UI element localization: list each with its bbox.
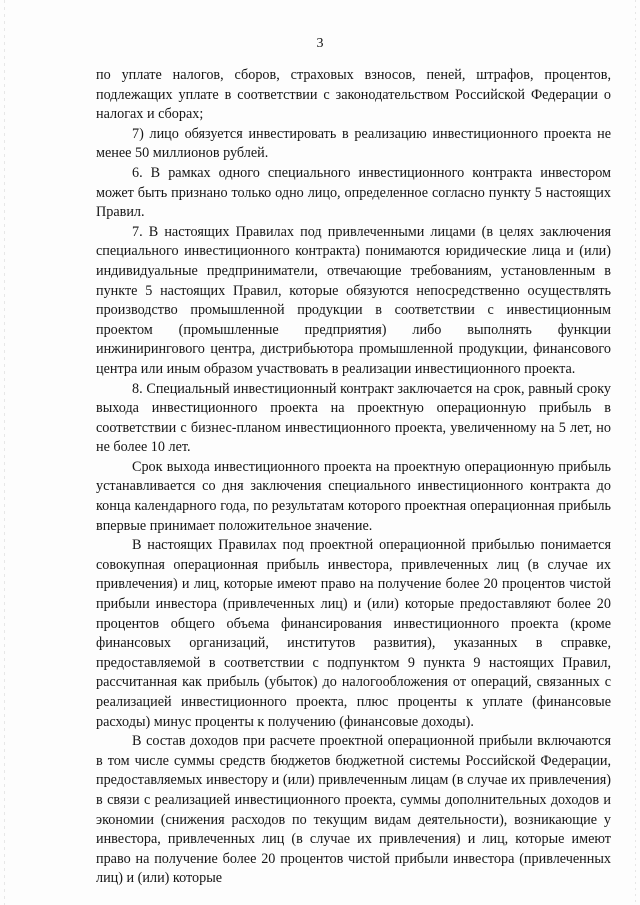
paragraph-clause-7: 7. В настоящих Правилах под привлеченными лицами (в целях заключения специального инвестиционного контракта) понимаются юридические лица и (или) индивидуальные предприниматели, отвечающие требованиям, установленным в пункте 5 настоящих Правил, которые обязуются непосредственно осуществлять производство промышленной продукции в соответствии с инвестиционным проектом (промышленные предприятия) либо выполнять функции инжинирингового центра, дистрибьютора промышленной продукции, финансового центра или иным образом участвовать в реализации инвестиционного проекта. <box>96 223 611 377</box>
paragraph-item-7: 7) лицо обязуется инвестировать в реализацию инвестиционного проекта не менее 50 миллионов рублей. <box>96 125 611 162</box>
paragraph-income-composition: В состав доходов при расчете проектной операционной прибыли включаются в том числе суммы средств бюджетов бюджетной системы Российской Федерации, предоставляемых инвестору и (или) привлеченным лицам (в случае их привлечения) в связи с реализацией инвестиционного проекта, суммы дополнительных доходов и экономии (снижения расходов по текущим видам деятельности), возникающие у инвестора, привлеченных лиц (в случае их привлечения) и лиц, которые имеют право на получение более 20 процентов чистой прибыли инвестора (привлеченных лиц) и (или) которые <box>96 733 611 887</box>
paragraph-clause-6: 6. В рамках одного специального инвестиционного контракта инвестором может быть признано только одно лицо, определенное согласно пункту 5 настоящих Правил. <box>96 164 611 221</box>
scan-edge-right <box>635 0 636 905</box>
paragraph-payback-term: Срок выхода инвестиционного проекта на проектную операционную прибыль устанавливается со дня заключения специального инвестиционного контракта до конца календарного года, по результатам которого проектная операционная прибыль впервые принимает положительное значение. <box>96 458 611 534</box>
paragraph-operating-profit-definition: В настоящих Правилах под проектной операционной прибылью понимается совокупная операционная прибыль инвестора, привлеченных лиц (в случае их привлечения) и лиц, которые имеют право на получение более 20 процентов чистой прибыли инвестора (привлеченных лиц) и (или) которые предоставляют более 20 процентов общего объема финансирования инвестиционного проекта (кроме финансовых организаций, институтов развития), указанных в справке, предоставляемой в соответствии с подпунктом 9 пункта 9 настоящих Правил, рассчитанная как прибыль (убыток) до налогообложения от операций, связанных с реализацией инвестиционного проекта, плюс проценты к уплате (финансовые расходы) минус проценты к получению (финансовые доходы). <box>96 537 611 730</box>
page-number: 3 <box>316 36 324 51</box>
paragraph-clause-8: 8. Специальный инвестиционный контракт заключается на срок, равный сроку выхода инвестиционного проекта на проектную операционную прибыль в соответствии с бизнес-планом инвестиционного проекта, увеличенному на 5 лет, но не более 10 лет. <box>96 380 611 456</box>
scan-edge-left <box>4 0 5 905</box>
paragraph-continuation: по уплате налогов, сборов, страховых взносов, пеней, штрафов, процентов, подлежащих уплате в соответствии с законодательством Российской Федерации о налогах и сборах; <box>96 67 611 123</box>
document-body <box>96 66 611 889</box>
